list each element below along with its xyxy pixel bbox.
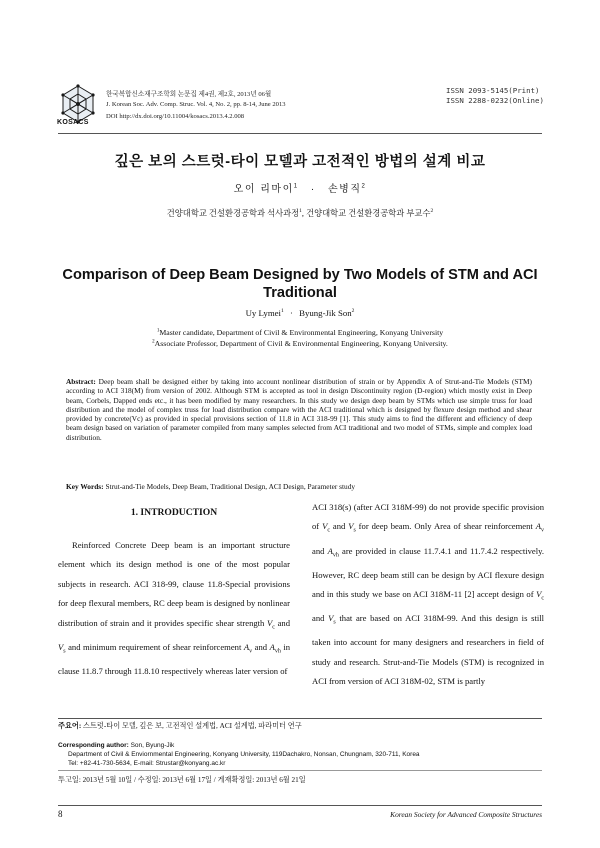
dates-divider [58,770,542,771]
symbol: V [348,521,354,532]
korean-affil-1-sup: 1 [299,208,302,215]
korean-affiliations [0,207,600,219]
symbol: V [328,613,334,624]
issn-print: ISSN 2093-5145(Print) [446,86,540,95]
korean-affil-2: , 건양대학교 건설환경공학과 부교수 [301,209,431,218]
body-text: and minimum requirement of shear reinforcement [68,641,242,652]
symbol-sub: c [272,624,275,631]
symbol: A [243,641,250,652]
korean-author-1: 오이 리마이 [233,184,294,195]
korean-keywords [58,721,302,731]
symbol-sub: s [333,619,336,626]
korean-author-1-sup: 1 [293,183,299,190]
symbol-sub: c [327,528,330,535]
symbol: V [536,589,542,600]
keywords-label: Key Words: [66,482,104,491]
symbol: V [58,641,64,652]
korean-author-2-sup: 2 [361,183,367,190]
english-author-1: Uy Lymei [245,308,282,318]
page-number: 8 [58,809,63,819]
body-text: and [312,545,325,556]
symbol: A [269,641,275,652]
body-text: are provided in clause 11.7.4.1 and 11.7.4.2 respectively. However, RC deep beam still can be design by ACI flexure design and in this study we base on ACI 318M-11 [2] accept design of [312,545,544,600]
symbol-sub: v [249,648,253,655]
affil-2-sup: 2 [152,339,155,345]
korean-affil-2-sup: 2 [430,208,434,215]
symbol-sub: s [353,528,356,535]
author-separator: · [289,308,293,318]
footer-journal: Korean Society for Advanced Composite Structures [390,810,542,819]
body-text: and [332,521,346,532]
symbol-sub: vh [274,648,281,655]
keywords-text: Strut-and-Tie Models, Deep Beam, Traditional Design, ACI Design, Parameter study [105,482,356,491]
logo-text: KOSACS [57,119,89,126]
corr-contact: Tel: +82-41-730-5634, E-mail: Strustar@konyang.ac.kr [68,760,226,767]
corresponding-author [58,741,420,768]
kosacs-logo [58,84,98,124]
body-column-left [58,536,290,681]
corr-name: Son, Byung-Jik [130,742,175,749]
symbol-sub: c [541,595,544,602]
symbol: V [267,617,273,628]
korean-author-2: 손병직 [328,184,362,195]
abstract-label: Abstract: [66,377,96,386]
journal-line-english: J. Korean Soc. Adv. Comp. Struc. Vol. 4, No. 2, pp. 8-14, June 2013 [106,101,286,108]
footer-divider [58,805,542,806]
body-text: that are based on ACI 318M-99. And this design is still taken into account for many designers and researchers in field of study and research. Strut-and-Tie Models (STM) is recognized in ACI from version of ACI 318M-02, STM is partly [312,613,544,687]
english-author-2-sup: 2 [351,308,355,315]
symbol: A [327,545,333,556]
corr-address: Department of Civil & Enviornmental Engineering, Konyang University, 119Dachakro, Nonsan, Chungnam, 320-711, Korea [68,751,420,758]
korean-keywords-text: 스트럿-타이 모델, 깊은 보, 고전적인 설계법, ACI 설계법, 파라미터 연구 [83,722,302,730]
keywords [66,482,532,491]
section-heading: 1. INTRODUCTION [130,507,218,518]
header-divider [58,133,542,134]
abstract [66,377,532,442]
submission-dates: 투고일: 2013년 5월 10일 / 수정일: 2013년 6월 17일 / 게재확정일: 2013년 6월 21일 [58,776,306,784]
abstract-text: Deep beam shall be designed either by taking into account nonlinear distribution of strain or by Appendix A of Strut-and-Tie Models (STM) according to ACI 318(M) from version of 2002. Although STM is accepted as tool in design Discontinuity region (D-region) which mostly exist in Deep beam, Corbels, Dapped ends etc., it has been modified by many researchers. In this study we design deep beam by STMs which use simple truss for load distribution and the model of complex truss for load distribution compare with the ACI traditional which is designed by flexure design method and shear provided by concrete(Vc) as provided in special provisions section of 11.8 in ACI 318-99 [1]. This study aims to find the different and efficiency of deep beam design based on variation of parameter compiled from many samples selected from ACI traditional and two model of STMs, simple and complex load distribution. [66,377,532,442]
english-author-2: Byung-Jik Son [299,308,352,318]
symbol-sub: s [63,648,66,655]
korean-affil-1: 건양대학교 건설환경공학과 석사과정 [166,209,300,218]
corr-label: Corresponding author: [58,742,129,749]
affil-1-text: Master candidate, Department of Civil & Environmental Engineering, Konyang University [159,328,444,337]
affil-1-sup: 1 [156,328,160,334]
body-text: Reinforced Concrete Deep beam is an important structure element which its design method is one of the most popular subjects in research. ACI 318-99, clause 11.8-Special provisions for deep flexural members, RC deep beam is designed by nonlinear distribution of strain and it provides specific shear strength [58,540,290,628]
issn-online: ISSN 2288-0232(Online) [446,96,544,105]
english-title: Comparison of Deep Beam Designed by Two Models of STM and ACI Traditional [62,267,538,301]
keywords-divider [58,718,542,719]
author-separator: · [310,184,316,195]
symbol-sub: v [540,528,544,535]
english-authors [0,308,600,318]
english-affil-1 [0,328,600,337]
body-text: and [254,641,268,652]
journal-line-korean: 한국복합신소재구조학회 논문집 제4권, 제2호, 2013년 06월 [106,91,272,98]
body-column-right [312,498,544,692]
doi-line: DOI http://dx.doi.org/10.11004/kosacs.2013.4.2.008 [106,113,245,120]
body-text: ACI 318(s) (after ACI 318M-99) do not provide specific provision of [312,502,544,532]
symbol-sub: vh [332,552,339,559]
korean-title: 깊은 보의 스트럿-타이 모델과 고전적인 방법의 설계 비교 [114,154,486,170]
korean-keywords-label: 주요어: [58,722,82,730]
english-affil-2 [0,339,600,348]
body-text: and [277,617,291,628]
symbol: V [322,521,328,532]
body-text: in clause 11.8.7 through 11.8.10 respectively whereas later version of [58,641,291,676]
affil-2-text: Associate Professor, Department of Civil & Environmental Engineering, Konyang University. [154,339,448,348]
korean-authors [0,180,600,195]
english-author-1-sup: 1 [281,308,284,315]
body-text: for deep beam. Only Area of shear reinforcement [358,521,533,532]
body-text: and [312,613,325,624]
symbol: A [535,521,541,532]
